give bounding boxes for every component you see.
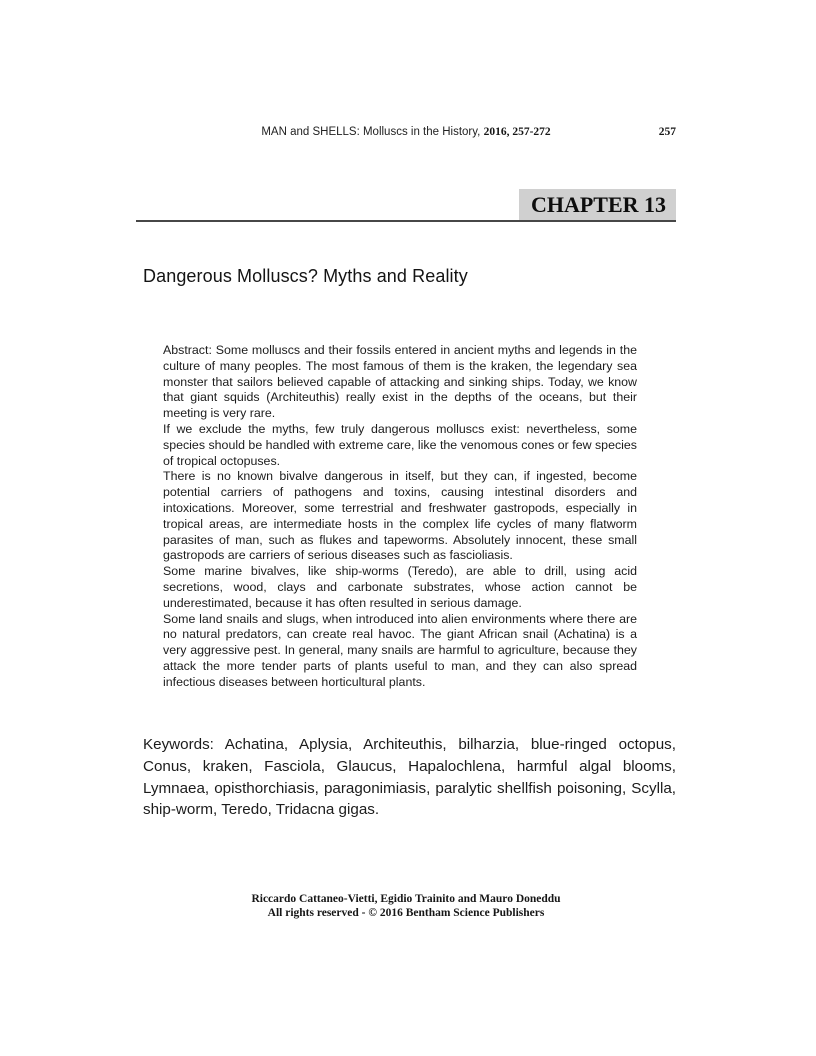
chapter-rule — [136, 189, 676, 222]
keywords-label: Keywords: — [143, 736, 214, 753]
footer-rights: All rights reserved - © 2016 Bentham Science Publishers — [267, 906, 545, 919]
issue-info: 2016, 257-272 — [483, 126, 551, 138]
footer-authors: Riccardo Cattaneo-Vietti, Egidio Trainito and Mauro Doneddu — [251, 893, 561, 905]
abstract-paragraph — [163, 343, 637, 422]
abstract-paragraph: Some land snails and slugs, when introduced into alien environments where there are no natural predators, can create real havoc. The giant African snail (Achatina) is a very aggressive pest. In general, many snails are harmful to agriculture, because they attack the more tender parts of plants useful to man, and they can also spread infectious diseases between horticultural plants. — [163, 611, 637, 689]
abstract-paragraph: Some marine bivalves, like ship-worms (Teredo), are able to drill, using acid secretions, wood, clays and carbonate substrates, whose action cannot be underestimated, because it has often resulted in serious damage. — [163, 564, 637, 610]
running-title: MAN and SHELLS: Molluscs in the History, — [261, 126, 481, 138]
copyright-footer — [136, 893, 676, 921]
running-header — [136, 126, 676, 142]
abstract-block — [163, 343, 637, 691]
abstract-label: Abstract: — [163, 343, 212, 357]
page-title: Dangerous Molluscs? Myths and Reality — [143, 266, 468, 286]
keywords-text: Achatina, Aplysia, Architeuthis, bilharzia, blue-ringed octopus, Conus, kraken, Fasciola, Glaucus, Hapalochlena, harmful algal blooms, Lymnaea, opisthorchiasis, paragonimiasis, paralytic shellfish poisoning, Scylla, ship-worm, Teredo, Tridacna gigas. — [143, 736, 676, 819]
abstract-paragraph: If we exclude the myths, few truly dangerous molluscs exist: nevertheless, some species should be handled with extreme care, like the venomous cones or few species of tropical octopuses. — [163, 421, 637, 468]
abstract-text: Some molluscs and their fossils entered in ancient myths and legends in the culture of many peoples. The most famous of them is the kraken, the legendary sea monster that sailors believed capable of attacking and sinking ships. Today, we know that giant squids (Architeuthis) really exist in the depths of the oceans, but their meeting is very rare. — [163, 343, 637, 421]
keywords-block — [143, 734, 676, 821]
abstract-paragraph: There is no known bivalve dangerous in itself, but they can, if ingested, become potential carriers of pathogens and toxins, causing intestinal disorders and intoxications. Moreover, some terrestrial and freshwater gastropods, especially in tropical areas, are intermediate hosts in the complex life cycles of many flatworm parasites of man, such as flukes and tapeworms. Absolutely innocent, these small gastropods are carriers of serious diseases such as fascioliasis. — [163, 469, 637, 563]
chapter-heading: CHAPTER 13 — [519, 189, 676, 220]
page-number: 257 — [658, 126, 676, 138]
